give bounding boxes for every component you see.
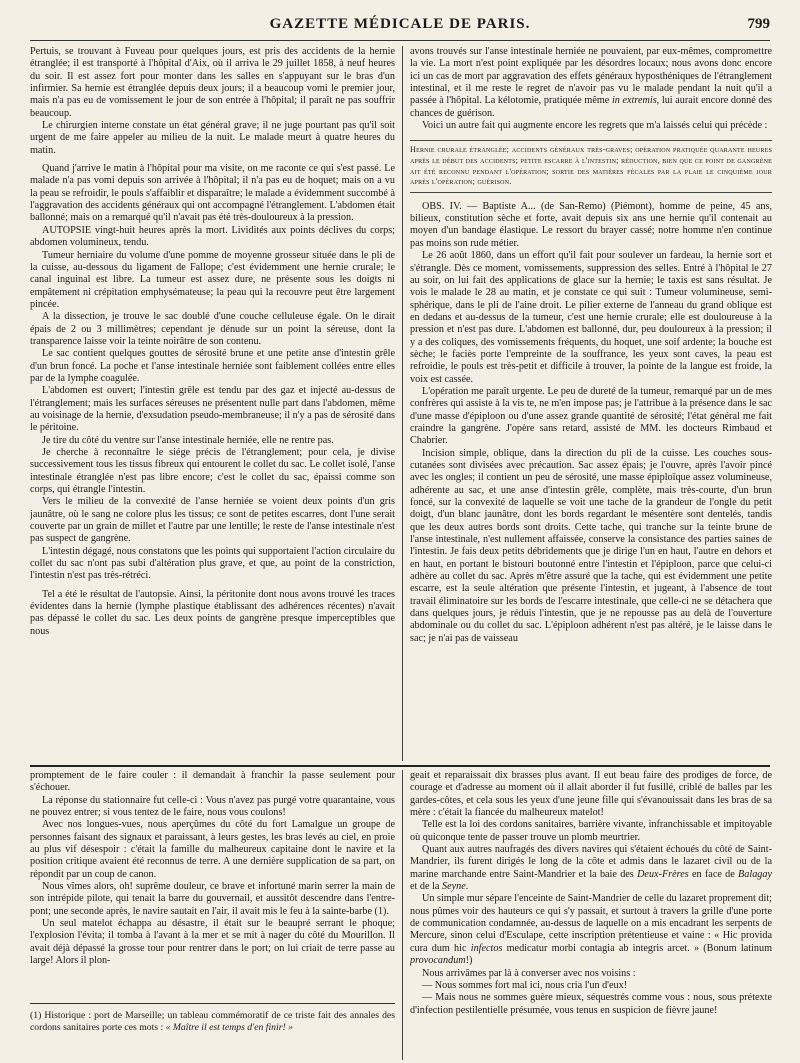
paragraph-text: et de la: [410, 881, 440, 893]
paragraph: [410, 46, 772, 120]
latin-term: provocandum: [410, 955, 466, 967]
footnote-text: (1) Historique : port de Marseille; un tableau commémoratif de ce triste fait des annales des cordons sanitaires porte ces mots :: [30, 1010, 395, 1033]
latin-term: infectos: [470, 942, 503, 954]
paragraph-text: !): [465, 955, 473, 967]
page-number: 799: [747, 16, 770, 32]
paragraph: Telle est la loi des cordons sanitaires, barrière vivante, infranchissable et impitoyable où quiconque tente de passer trouve un plomb meurtrier.: [410, 819, 772, 843]
column-bottom-left: [30, 770, 395, 988]
paragraph: Voici un autre fait qui augmente encore les regrets que m'a laissés celui qui précède :: [422, 120, 768, 132]
paragraph: Pertuis, se trouvant à Fuveau pour quelques jours, est pris des accidents de la hernie étranglée; il est transporté à l'hôpital d'Aix, où il arriva le 29 juillet 1858, à neuf heures du soir. Il est assez fort pour monter dans les salles en s'appuyant sur le bras d'un infirmier. Sa hernie est étranglée depuis deux jours; il a beaucoup vomi le premier jour, mais n'a pas eu de vomissement le jour de son entrée à l'hôpital; il paraît ne pas souffrir beaucoup.: [30, 46, 395, 119]
column-top-left: [30, 46, 395, 761]
place-name: Balagay: [738, 868, 772, 880]
paragraph: Avec nos longues-vues, nous aperçûmes du côté du fort Lamalgue un groupe de personnes faisant des signaux et paraissant, à leurs gestes, les bras levés au ciel, en proie au plus vif désespoir : c'était la famille du malheureux capitaine dont le navire et la position critique avaient été reconnus de terre. A une dernière supplication de sa part, on répondit par un coup de canon.: [30, 819, 395, 880]
footnote-quote: « Maître il est temps d'en finir! »: [165, 1021, 293, 1033]
paragraph: Le chirurgien interne constate un état général grave; il ne juge pourtant pas qu'il soit urgent de me faire appeler au milieu de la nuit. Le malade meurt à quatre heures du matin.: [30, 120, 395, 156]
paragraph: Nous arrivâmes par là à converser avec nos voisins :: [422, 967, 636, 979]
paragraph: La réponse du stationnaire fut celle-ci : Vous n'avez pas purgé votre quarantaine, vous ne pouvez entrer; si vous tentez de le faire, nous vous coulons!: [30, 794, 395, 819]
place-name: Seyne: [441, 881, 466, 893]
paragraph: L'intestin dégagé, nous constatons que les points qui supportaient l'action circulaire du collet du sac n'ont pas subi d'altération plus grave, et que, au point de la constriction, l'intestin n'est pas très-rétréci.: [30, 545, 395, 582]
observation-paragraph: OBS. IV. — Baptiste A... (de San-Remo) (Piémont), homme de peine, 45 ans, bilieux, constitution sèche et forte, avait depuis six ans une hernie qu'il contenait au moyen d'un bandage élastique. Le ressort du brayer cassé; notre homme n'en continue pas moins son rude métier.: [410, 200, 772, 249]
paragraph: Nous vîmes alors, oh! suprême douleur, ce brave et infortuné marin serrer la main de son intrépide pilote, qui tenait la barre du gouvernail, et aussitôt descendre dans l'entre-pont; une seconde après, le navire sautait en l'air, il avait mis le feu à la sainte-barbe (1).: [30, 881, 395, 917]
dialogue-line: — Nous sommes fort mal ici, nous cria l'un d'eux!: [422, 979, 628, 991]
paragraph-text: , lui aurait encore donné des chances de guérison.: [410, 95, 772, 119]
header-rule: [30, 40, 770, 41]
paragraph: [410, 893, 772, 967]
paragraph: L'abdomen est ouvert; l'intestin grêle est tendu par des gaz et injecté au-dessus de l'étranglement; mais les surfaces séreuses ne présentent nulle part dans l'abdomen, même au voisinage de la hernie, d'exsudation pseudo-membraneuse; il n'y a pas de sérosité dans le péritoine.: [30, 385, 395, 434]
paragraph-text: avons trouvés sur l'anse intestinale herniée ne pouvaient, par eux-mêmes, compromettre la vie. La mort n'est point expliquée par les désordres locaux; nous avons donc encore ici un cas de mort par aggravation des effets généraux hyposthéniques de l'étranglement intestinal, et il me reste le regret de n'avoir pas vu le malade pendant la nuit qu'il a passée à l'hôpital. La kélotomie, pratiquée même: [410, 46, 772, 107]
footnote: [30, 1010, 395, 1058]
column-top-right: [410, 46, 772, 761]
paragraph: [410, 844, 772, 893]
paragraph-text: .: [465, 881, 469, 893]
column-divider: [402, 770, 403, 1060]
paragraph: Je tire du côté du ventre sur l'anse intestinale herniée, elle ne rentre pas.: [42, 434, 334, 446]
column-divider: [402, 46, 403, 761]
italic-term: in extremis: [611, 95, 657, 107]
paragraph: Vers le milieu de la convexité de l'anse herniée se voient deux points d'un gris jaunâtre, où le sang ne colore plus les tissus; ce sont de petites escarres, dont l'une serait couverte par un grain de millet et l'autre par une lentille; le reste de l'anse intestinale n'est pas suspect de gangrène.: [30, 496, 395, 545]
section-divider: [30, 765, 770, 767]
paragraph: AUTOPSIE vingt-huit heures après la mort. Lividités aux points déclives du corps; abdomen volumineux, tendu.: [30, 224, 395, 249]
paragraph: Le 26 août 1860, dans un effort qu'il fait pour soulever un fardeau, la hernie sort et s'étrangle. Dès ce moment, vomissements, suppression des selles. Entré à l'hôpital le 27 au soir, on lui fait des applications de glace sur la hernie; le taxis est sans résultat. Je vois le malade le 28 au matin, et je constate ce qui suit : Tumeur volumineuse, semi-sphérique, dans le pli de l'aine droit. Le pilier externe de l'anneau du grand oblique est en dedans et au-dessus de la tumeur, c'est une hernie crurale; elle est douloureuse à la pression et n'est pas dure. L'abdomen est ballonné, dur, peu douloureux à la pression; il y a des coliques, des vomissements fréquents, du hoquet, une soif ardente; la bouche est sèche; le faciès porte l'empreinte de la souffrance, les yeux sont caves, la peau est refroidie, le pouls est très-petit et difficile à trouver, la pointe de la langue est froide, la voix est cassée.: [410, 250, 772, 385]
dialogue-line: — Mais nous ne sommes guère mieux, séquestrés comme vous : nous, sous prétexte d'infection pestilentielle présumée, vous tenus en suspicion de fièvre jaune!: [410, 992, 772, 1016]
paragraph: Le sac contient quelques gouttes de sérosité brune et une petite anse d'intestin grêle d'un brun foncé. La poche et l'anse intestinale herniée sont faiblement collées entre elles par de la lymphe coagulée.: [30, 348, 395, 384]
paragraph-text: Un simple mur sépare l'enceinte de Saint-Mandrier de celle du lazaret proprement dit; nous pûmes voir des hauteurs ce qui s'y passait, et surtout à travers la grille d'une porte de communication condamnée, au-dessus de laquelle on a mis encadrant les serpents de Mercure, sinon celui d'Esculape, cette inscription prétentieuse et vaine : « Hic provida cura dum hic: [410, 893, 772, 954]
paragraph: Un seul matelot échappa au désastre, il était sur le beaupré serrant le phoque; l'explosion l'évita; il tomba à l'avant à la mer et se mit à nager du côté du Mourillon. Il avait déjà dépassé la grosse tour pour rentrer dans le port; on lui criait de terre passe au large! Alors il plon-: [30, 918, 395, 967]
case-headline: Hernie crurale étranglée; accidents généraux très-graves; opération pratiquée quarante heures après le début des accidents; petite escarre à l'intestin; réduction, bien que ce point de gangrène ait été reconnu pendant l'opération; sortie des matières fécales par la plaie le cinquième jour après l'opération; guérison.: [410, 140, 772, 192]
column-bottom-right: [410, 770, 772, 1060]
paragraph: promptement de le faire couler : il demandait à franchir la passe seulement pour s'échouer.: [30, 770, 395, 794]
paragraph: A la dissection, je trouve le sac doublé d'une couche celluleuse égale. On le dirait épais de 2 ou 3 millimètres; cependant je dénude sur un point la séreuse, dont la transparence laisse voir la teinte noirâtre de son contenu.: [30, 311, 395, 347]
paragraph: Incision simple, oblique, dans la direction du pli de la cuisse. Les couches sous-cutanées sont divisées avec précaution. Sac assez épais; je l'ouvre, après l'avoir pincé avec les ongles; il contient un peu de sérosité, une masse épiploïque assez volumineuse, adhérente au sac, et une anse d'intestin grêle, complète, mais très-courte, d'un brun foncé, sur la convexité de laquelle se voit une tache de la grandeur de l'ongle du petit doigt, d'un blanc jaunâtre, dont les bords regardant le mésentère sont dentelés, tandis que les deux autres bords sont droits. Cette tache, qui tranche sur la teinte brune de l'anse intestinale, n'est nullement affaissée, conserve la consistance des parties saines de l'intestin. Je fais deux petits débridements que je dirige l'un en haut, l'autre en dehors et en haut, en portant le bistouri boutonné entre l'intestin et l'épiploon, parce que celui-ci adhère au collet du sac. Après m'être assuré que la tache, qui est évidemment une petite escarre, est la seule altération que présente l'intestin, et jugeant, à l'absence de tout travail éliminatoire sur les bords de l'escarre intestinale, que celle-ci ne se détachera que dans quelques jours, je réduis l'intestin, que je ne repousse pas au delà de l'ouverture abdominale ou du collet du sac. L'épiploon adhérent n'est pas altéré, je le laisse dans le sac; je n'ai pas de vaisseau: [410, 447, 772, 644]
paragraph: Quand j'arrive le matin à l'hôpital pour ma visite, on me raconte ce qui s'est passé. Le malade n'a pas vomi depuis son arrivée à l'hôpital; il n'a pas eu de hoquet; mais on a vu la peau se refroidir, le pouls s'affaiblir et disparaître; le malade a évidemment succombé à l'aggravation des accidents généraux qui ont accompagné l'étranglement. L'abdomen était ballonné; mais on a remarqué qu'il n'avait pas été très-douloureux à la pression.: [30, 163, 395, 224]
paragraph-text: en face de: [688, 868, 735, 880]
paragraph: geait et reparaissait dix brasses plus avant. Il eut beau faire des prodiges de force, de courage et d'adresse au moment où il allait aborder il fut fusillé, criblé de balles par les gardes-côtes, et cela sous les yeux d'une jeune fille qui s'évanouissait dans les bras de sa mère : c'était la fiancée du malheureux matelot!: [410, 770, 772, 819]
paragraph: Tumeur herniaire du volume d'une pomme de moyenne grosseur située dans le pli de la cuisse, au-dessous du ligament de Fallope; c'est évidemment une hernie crurale; le canal inguinal est libre. La tumeur est assez dure, ne présente sous les doigts ni empâtement ni crépitation emphysémateuse; la peau qui la recouvre peut être largement pincée.: [30, 249, 395, 310]
paragraph-text: medicatur morbi contagia ab integris arcet. » (Bonum latinum: [502, 942, 772, 954]
journal-title: GAZETTE MÉDICALE DE PARIS.: [269, 16, 531, 32]
paragraph: L'opération me paraît urgente. Le peu de dureté de la tumeur, remarqué par un de mes confrères qui assiste à la vis te, ne m'en impose pas; je l'attribue à la présence dans le sac d'une masse d'épiploon ou d'une assez grande quantité de sérosité; l'état général me fait craindre la gangrène. J'opère sans retard, assisté de MM. les docteurs Rimbaud et Chabrier.: [410, 385, 772, 447]
paragraph: Je cherche à reconnaître le siége précis de l'étranglement; pour cela, je divise successivement tous les tissus fibreux qui entourent le collet du sac. Le collet isolé, l'anse intestinale étranglée n'est pas libre encore; c'est le collet du sac, épaissi comme son corps, qui étrangle l'intestin.: [30, 447, 395, 496]
paragraph: Tel a été le résultat de l'autopsie. Ainsi, la péritonite dont nous avons trouvé les traces évidentes dans la hernie (lymphe plastique établissant des adhérences récentes) n'avait pas dépassé le collet du sac. Les deux points de gangrène presque imperceptibles que nous: [30, 588, 395, 637]
page-header: [30, 16, 770, 38]
footnote-rule: [30, 1003, 395, 1004]
place-name: Deux-Frères: [637, 868, 689, 880]
paragraph-text: Quant aux autres naufragés des divers navires qui s'étaient échoués du côté de Saint-Mandrier, ils furent dirigés le long de la côte et admis dans le lazaret civil ou de la marine marchande entre Saint-Mandrier et la baie des: [410, 844, 772, 880]
